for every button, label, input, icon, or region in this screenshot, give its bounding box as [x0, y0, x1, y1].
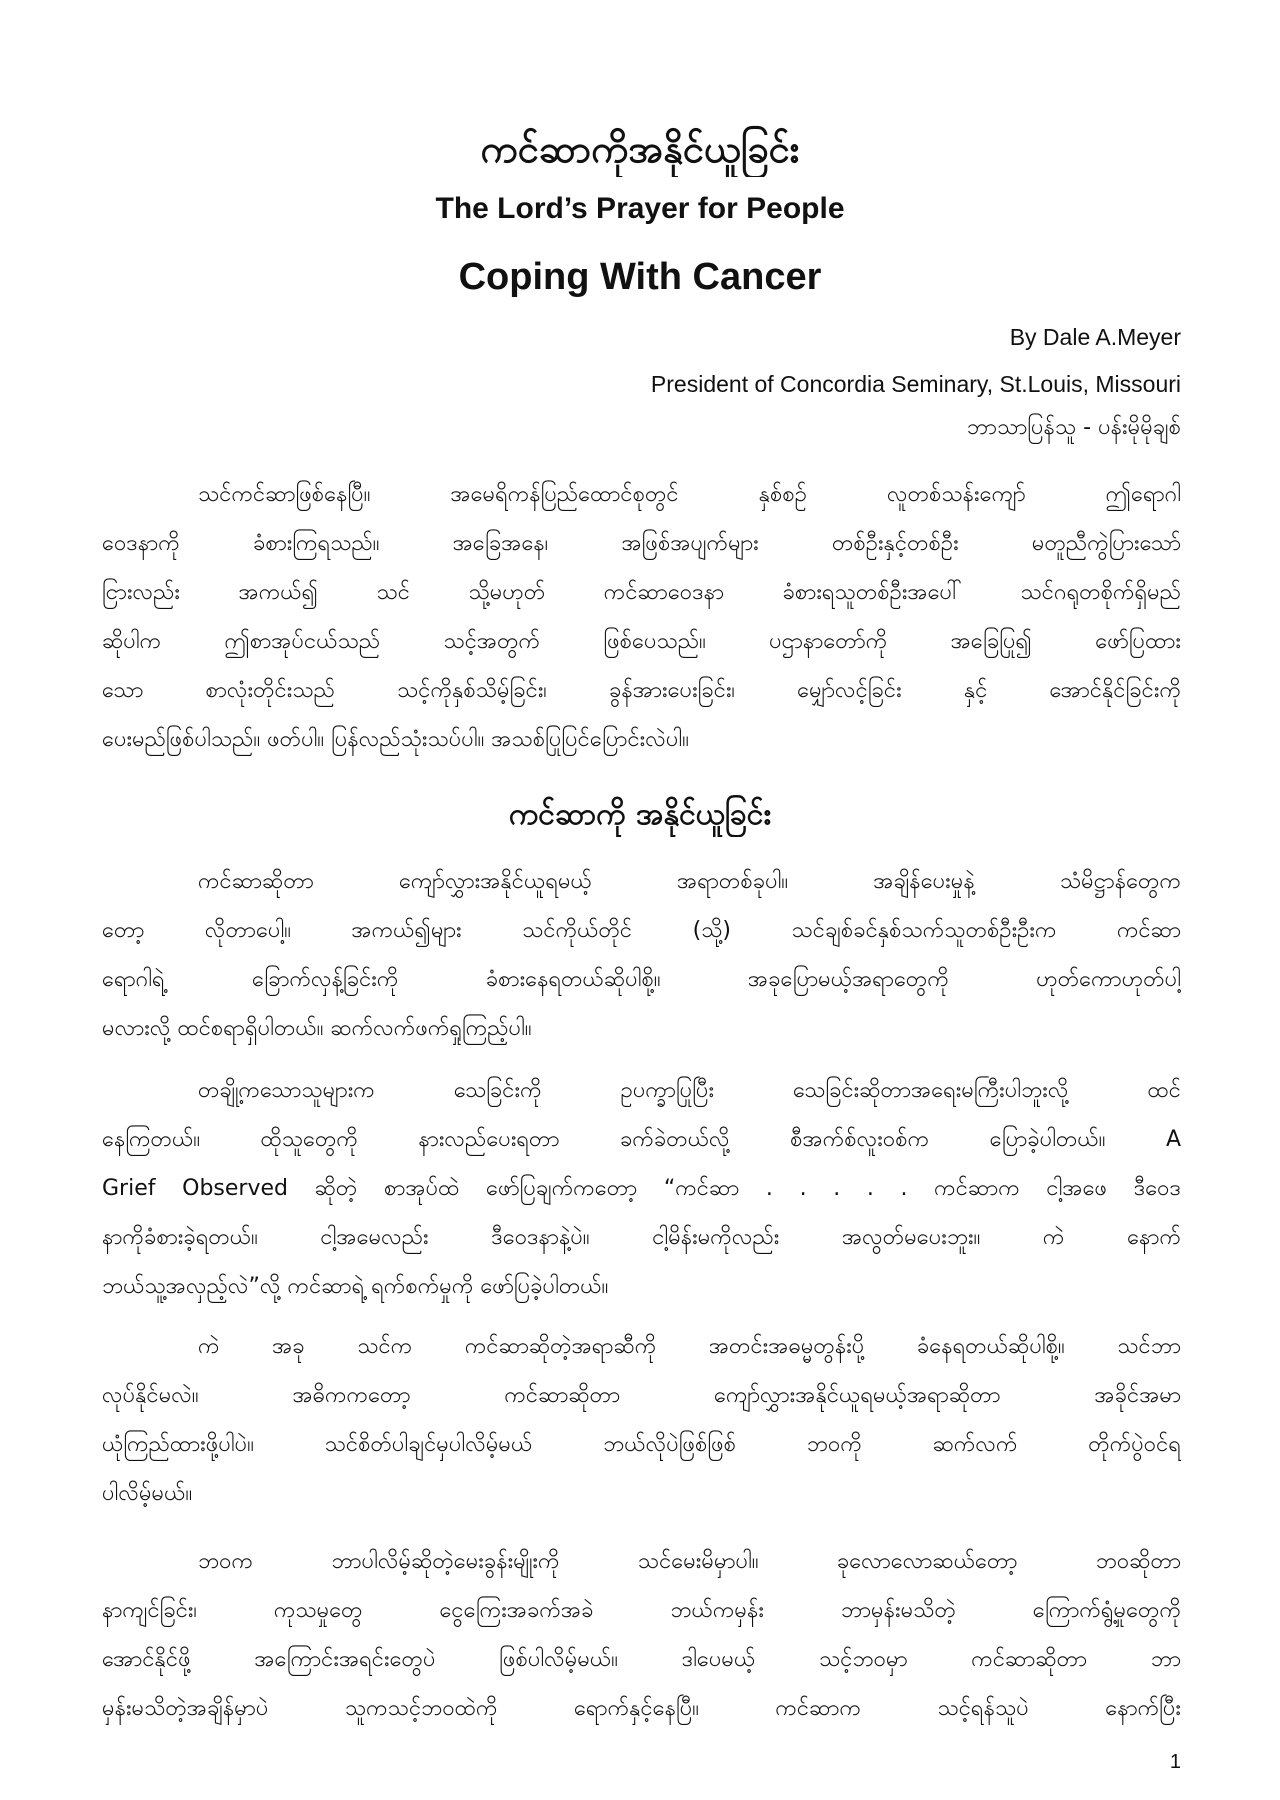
document-title: ကင်ဆာကိုအနိုင်ယူခြင်း: [480, 127, 800, 171]
paragraph-line: ကင်ဆာဆိုတာ ကျော်လွှားအနိုင်ယူရမယ့် အရာတစ်ခုပါ။ အချိန်ပေးမှုနဲ့ သံမိဋ္ဌာန်တွေက: [198, 869, 1181, 894]
paragraph-line: Grief Observed ဆိုတဲ့ စာအုပ်ထဲ ဖော်ပြချက်ကတော့ “ကင်ဆာ . . . . . ကင်ဆာက ငါ့အဖေ ဒီဝေဒ: [102, 1176, 1181, 1201]
page-number: 1: [1169, 1751, 1181, 1773]
paragraph-line: ဆိုပါက ဤစာအုပ်ငယ်သည် သင့်အတွက် ဖြစ်ပေသည်။ ပဌာနာတော်ကို အခြေပြု၍ ဖော်ပြထား: [102, 629, 1181, 654]
paragraph-line: ဘယ်သူ့အလှည့်လဲ”လို့ ကင်ဆာရဲ့ ရက်စက်မှုကို ဖော်ပြခဲ့ပါတယ်။: [102, 1274, 609, 1299]
translator-credit: ဘာသာပြန်သူ - ပန်းမိုမိုချစ်: [966, 415, 1181, 440]
paragraph-line: ရောဂါရဲ့ ခြောက်လှန့်ခြင်းကို ခံစားနေရတယ်ဆိုပါစို့။ အခုပြောမယ့်အရာတွေကို ဟုတ်ကောဟုတ်ပါ့: [102, 967, 1181, 992]
paragraph-line: မလားလို့ ထင်စရာရှိပါတယ်။ ဆက်လက်ဖက်ရှုကြည့်ပါ။: [102, 1016, 532, 1041]
paragraph-line: တချို့ကသောသူများက သေခြင်းကို ဥပက္ခာပြုပြီး သေခြင်းဆိုတာအရေးမကြီးပါဘူးလို့ ထင်: [198, 1078, 1181, 1103]
intro-paragraph: [102, 470, 1181, 764]
paragraph-line: မှန်းမသိတဲ့အချိန်မှာပဲ သူကသင့်ဘဝထဲကို ရောက်နှင့်နေပြီ။ ကင်ဆာက သင့်ရန်သူပဲ နောက်ပြီး: [102, 1696, 1181, 1721]
paragraph-line: ငြားလည်း အကယ်၍ သင် သို့မဟုတ် ကင်ဆာဝေဒနာ ခံစားရသူတစ်ဦးအပေါ် သင်ဂရုတစိုက်ရှိမည်: [102, 580, 1181, 605]
paragraph-line: ပေးမည်ဖြစ်ပါသည်။ ဖတ်ပါ။ ပြန်လည်သုံးသပ်ပါ။ အသစ်ပြုပြင်ပြောင်းလဲပါ။: [102, 727, 689, 752]
paragraph-line: အောင်နိုင်ဖို့ အကြောင်းအရင်းတွေပဲ ဖြစ်ပါလိမ့်မယ်။ ဒါပေမယ့် သင့်ဘဝမှာ ကင်ဆာဆိုတာ ဘာ: [102, 1647, 1181, 1672]
section-heading: ကင်ဆာကို အနိုင်ယူခြင်း: [508, 797, 772, 832]
body-paragraph: [102, 857, 1181, 1053]
body-paragraph: [102, 1537, 1181, 1733]
paragraph-line: သင်ကင်ဆာဖြစ်နေပြီ။ အမေရိကန်ပြည်ထောင်စုတွင် နှစ်စဉ် လူတစ်သန်းကျော် ဤရောဂါ: [198, 482, 1181, 507]
paragraph-line: နာကိုခံစားခဲ့ရတယ်။ ငါ့အမေလည်း ဒီဝေဒနာနဲ့ပဲ။ ငါ့မိန်းမကိုလည်း အလွတ်မပေးဘူး။ ကဲ နောက်: [102, 1225, 1181, 1250]
document-heading: Coping With Cancer: [458, 256, 822, 298]
paragraph-line: ယုံကြည်ထားဖို့ပါပဲ။ သင်စိတ်ပါချင်မှပါလိမ့်မယ် ဘယ်လိုပဲဖြစ်ဖြစ် ဘဝကို ဆက်လက် တိုက်ပွဲဝင်ရ: [102, 1432, 1181, 1457]
paragraph-line: ကဲ အခု သင်က ကင်ဆာဆိုတဲ့အရာဆီကို အတင်းအဓမ္မတွန်းပို့ ခံနေရတယ်ဆိုပါစို့။ သင်ဘာ: [198, 1334, 1181, 1359]
author-line: By Dale A.Meyer: [1009, 324, 1181, 350]
paragraph-line: ပါလိမ့်မယ်။: [102, 1481, 193, 1506]
paragraph-line: လုပ်နိုင်မလဲ။ အဓိကကတော့ ကင်ဆာဆိုတာ ကျော်လွှားအနိုင်ယူရမယ့်အရာဆိုတာ အခိုင်အမာ: [102, 1383, 1181, 1408]
document-subtitle: The Lord’s Prayer for People: [435, 192, 845, 225]
paragraph-line: ဘဝက ဘာပါလိမ့်ဆိုတဲ့မေးခွန်းမျိုးကို သင်မေးမိမှာပါ။ ခုလောလောဆယ်တော့ ဘဝဆိုတာ: [198, 1549, 1181, 1574]
paragraph-line: ဝေဒနာကို ခံစားကြရသည်။ အခြေအနေ၊ အဖြစ်အပျက်များ တစ်ဦးနှင့်တစ်ဦး မတူညီကွဲပြားသော်: [102, 531, 1181, 556]
paragraph-line: နာကျင်ခြင်း၊ ကုသမှုတွေ ငွေကြေးအခက်အခဲ ဘယ်ကမှန်း ဘာမှန်းမသိတဲ့ ကြောက်ရွံ့မှုတွေကို: [102, 1598, 1181, 1623]
author-affiliation: President of Concordia Seminary, St.Louis, Missouri: [650, 371, 1181, 397]
body-paragraph: [102, 1322, 1181, 1518]
paragraph-line: တော့ လိုတာပေါ့။ အကယ်၍များ သင်ကိုယ်တိုင် (သို့) သင်ချစ်ခင်နှစ်သက်သူတစ်ဦးဦးက ကင်ဆာ: [102, 918, 1181, 943]
paragraph-line: သော စာလုံးတိုင်းသည် သင့်ကိုနှစ်သိမ့်ခြင်း၊ ခွန်အားပေးခြင်း၊ မျှော်လင့်ခြင်း နှင့် အောင်နိုင်ခြင်းကို: [102, 678, 1181, 703]
paragraph-line: နေကြတယ်။ ထိုသူတွေကို နားလည်ပေးရတာ ခက်ခဲတယ်လို့ စီအက်စ်လူးဝစ်က ပြောခဲ့ပါတယ်။ A: [102, 1127, 1181, 1152]
body-paragraph: [102, 1066, 1181, 1311]
